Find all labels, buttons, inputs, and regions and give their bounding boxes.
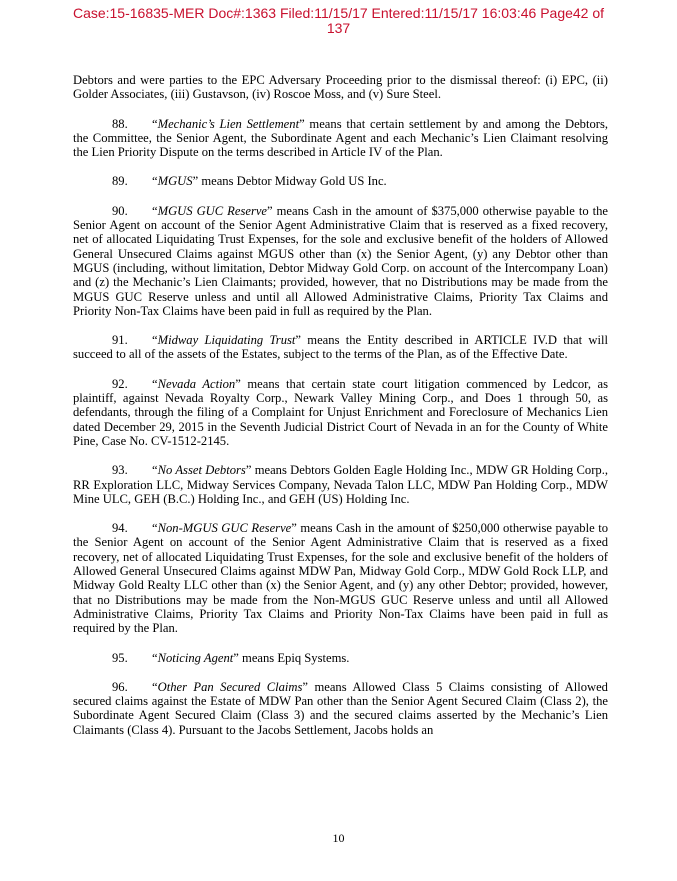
case-header-line-1: Case:15-16835-MER Doc#:1363 Filed:11/15/17 Entered:11/15/17 16:03:46 Page42 of <box>72 5 605 21</box>
paragraph-text: Debtors and were parties to the EPC Adversary Proceeding prior to the dismissal thereof: (i) EPC, (ii) Golder Associates, (iii) Gustavson, (iv) Roscoe Moss, and (v) Sure Steel. <box>73 73 608 102</box>
definition-92: 92. “Nevada Action” means that certain state court litigation commenced by Ledcor, as plaintiff, against Nevada Royalty Corp., Newark Valley Mining Corp., and Does 1 through 50, as defendants, through the filing of a Complaint for Unjust Enrichment and Foreclosure of Mechanics Lien dated December 29, 2015 in the Seventh Judicial District Court of Nevada in an for the County of White Pine, Case No. CV-1512-2145. <box>73 376 608 448</box>
defined-term: MGUS <box>157 174 193 189</box>
defined-term: MGUS GUC Reserve <box>157 203 268 218</box>
case-header-line-2: 137 <box>326 20 351 36</box>
definition-96: 96. “Other Pan Secured Claims” means Allowed Class 5 Claims consisting of Allowed secured claims against the Estate of MDW Pan other than the Senior Agent Secured Claim (Class 2), the Subordinate Agent Secured Claim (Class 3) and the secured claims asserted by the Mechanic’s Lien Claimants (Class 4). Pursuant to the Jacobs Settlement, Jacobs holds an <box>73 679 608 737</box>
defined-term: No Asset Debtors <box>157 463 246 478</box>
definition-91: 91. “Midway Liquidating Trust” means the Entity described in ARTICLE IV.D that will succeed to all of the assets of the Estates, subject to the terms of the Plan, as of the Effective Date. <box>73 333 609 362</box>
definition-number: 96. <box>112 679 128 694</box>
page-number: 10 <box>332 831 345 845</box>
definition-number: 88. <box>112 116 128 131</box>
definition-93: 93. “No Asset Debtors” means Debtors Golden Eagle Holding Inc., MDW GR Holding Corp., RR Exploration LLC, Midway Services Company, Nevada Talon LLC, MDW Pan Holding Corp., MDW Mine ULC, GEH (B.C.) Holding Inc., and GEH (US) Holding Inc. <box>73 463 608 506</box>
paragraph-continuation <box>73 73 608 102</box>
definition-94: 94. “Non-MGUS GUC Reserve” means Cash in the amount of $250,000 otherwise payable to the Senior Agent on account of the Senior Agent Administrative Claim that is reserved as a fixed recovery, net of allocated Liquidating Trust Expenses, for the sole and exclusive benefit of the holders of Allowed General Unsecured Claims against MDW Pan, Midway Gold Corp., MDW Gold Rock LLP, and Midway Gold Realty LLC other than (x) the Senior Agent, and (y) any other Debtor; provided, however, that no Distributions may be made from the Non-MGUS GUC Reserve unless and until all Allowed Administrative Claims, Priority Tax Claims and Priority Non-Tax Claims have been paid in full as required by the Plan. <box>73 521 609 636</box>
definition-90: 90. “MGUS GUC Reserve” means Cash in the amount of $375,000 otherwise payable to the Senior Agent on account of the Senior Agent Administrative Claim that is reserved as a fixed recovery, net of allocated Liquidating Trust Expenses, for the sole and exclusive benefit of the holders of Allowed General Unsecured Claims against MGUS other than (x) the Senior Agent, (y) any Debtor other than MGUS (including, without limitation, Debtor Midway Gold Corp. on account of the Intercompany Loan) and (z) the Mechanic’s Lien Claimants; provided, however, that no Distributions may be made from the MGUS GUC Reserve unless and until all Allowed Administrative Claims, Priority Tax Claims and Priority Non-Tax Claims have been paid in full as required by the Plan. <box>73 203 609 318</box>
definition-text: means Debtors Golden Eagle Holding Inc., MDW GR Holding Corp., RR Exploration LLC, Midway Services Company, Nevada Talon LLC, MDW Pan Holding Corp., MDW Mine ULC, GEH (B.C.) Holding Inc., and GEH (US) Holding Inc. <box>73 463 608 506</box>
definition-text: means Debtor Midway Gold US Inc. <box>198 174 387 189</box>
document-body <box>73 73 608 752</box>
definition-number: 94. <box>112 521 128 536</box>
definition-number: 91. <box>112 333 128 348</box>
defined-term: Noticing Agent <box>157 650 234 665</box>
definition-number: 93. <box>112 463 128 478</box>
defined-term: Midway Liquidating Trust <box>157 333 296 348</box>
definition-number: 90. <box>112 203 128 218</box>
definition-number: 95. <box>112 650 128 665</box>
definition-text: means Cash in the amount of $250,000 otherwise payable to the Senior Agent on account of the Senior Agent Administrative Claim that is reserved as a fixed recovery, net of allocated Liquidating Trust Expenses, for the sole and exclusive benefit of the holders of Allowed General Unsecured Claims against MDW Pan, Midway Gold Corp., MDW Gold Rock LLP, and Midway Gold Realty LLC other than (x) the Senior Agent, and (y) any other Debtor; provided, however, that no Distributions may be made from the Non-MGUS GUC Reserve unless and until all Allowed Administrative Claims, Priority Tax Claims and Priority Non-Tax Claims have been paid in full as required by the Plan. <box>73 521 609 636</box>
definition-text: means that certain state court litigation commenced by Ledcor, as plaintiff, against Nevada Royalty Corp., Newark Valley Mining Corp., and Does 1 through 50, as defendants, through the filing of a Complaint for Unjust Enrichment and Foreclosure of Mechanics Lien dated December 29, 2015 in the Seventh Judicial District Court of Nevada in an for the County of White Pine, Case No. CV-1512-2145. <box>73 376 608 448</box>
definition-88: 88. “Mechanic’s Lien Settlement” means that certain settlement by and among the Debtors, the Committee, the Senior Agent, the Subordinate Agent and each Mechanic’s Lien Claimant resolving the Lien Priority Dispute on the terms described in Article IV of the Plan. <box>73 116 608 160</box>
definition-89: 89. “MGUS” means Debtor Midway Gold US Inc. <box>112 174 387 189</box>
defined-term: Other Pan Secured Claims <box>157 679 303 694</box>
definition-text: means Epiq Systems. <box>238 650 350 665</box>
definition-text: means that certain settlement by and among the Debtors, the Committee, the Senior Agent, the Subordinate Agent and each Mechanic’s Lien Claimant resolving the Lien Priority Dispute on the terms described in Article IV of the Plan. <box>73 116 608 160</box>
definition-number: 89. <box>112 174 128 189</box>
definition-text: means the Entity described in ARTICLE IV.D that will succeed to all of the assets of the Estates, subject to the terms of the Plan, as of the Effective Date. <box>73 333 609 362</box>
defined-term: Mechanic’s Lien Settlement <box>157 116 300 131</box>
defined-term: Non-MGUS GUC Reserve <box>157 521 292 536</box>
definition-text: means Allowed Class 5 Claims consisting of Allowed secured claims against the Estate of MDW Pan other than the Senior Agent Secured Claim (Class 2), the Subordinate Agent Secured Claim (Class 3) and the secured claims asserted by the Mechanic’s Lien Claimants (Class 4). Pursuant to the Jacobs Settlement, Jacobs holds an <box>73 679 608 737</box>
definition-text: means Cash in the amount of $375,000 otherwise payable to the Senior Agent on account of the Senior Agent Administrative Claim that is reserved as a fixed recovery, net of allocated Liquidating Trust Expenses, for the sole and exclusive benefit of the holders of Allowed General Unsecured Claims against MGUS other than (x) the Senior Agent, (y) any Debtor other than MGUS (including, without limitation, Debtor Midway Gold Corp. on account of the Intercompany Loan) and (z) the Mechanic’s Lien Claimants; provided, however, that no Distributions may be made from the MGUS GUC Reserve unless and until all Allowed Administrative Claims, Priority Tax Claims and Priority Non-Tax Claims have been paid in full as required by the Plan. <box>73 203 609 318</box>
definition-number: 92. <box>112 376 128 391</box>
case-header <box>0 6 677 36</box>
defined-term: Nevada Action <box>157 376 236 391</box>
definition-95: 95. “Noticing Agent” means Epiq Systems. <box>112 650 350 665</box>
